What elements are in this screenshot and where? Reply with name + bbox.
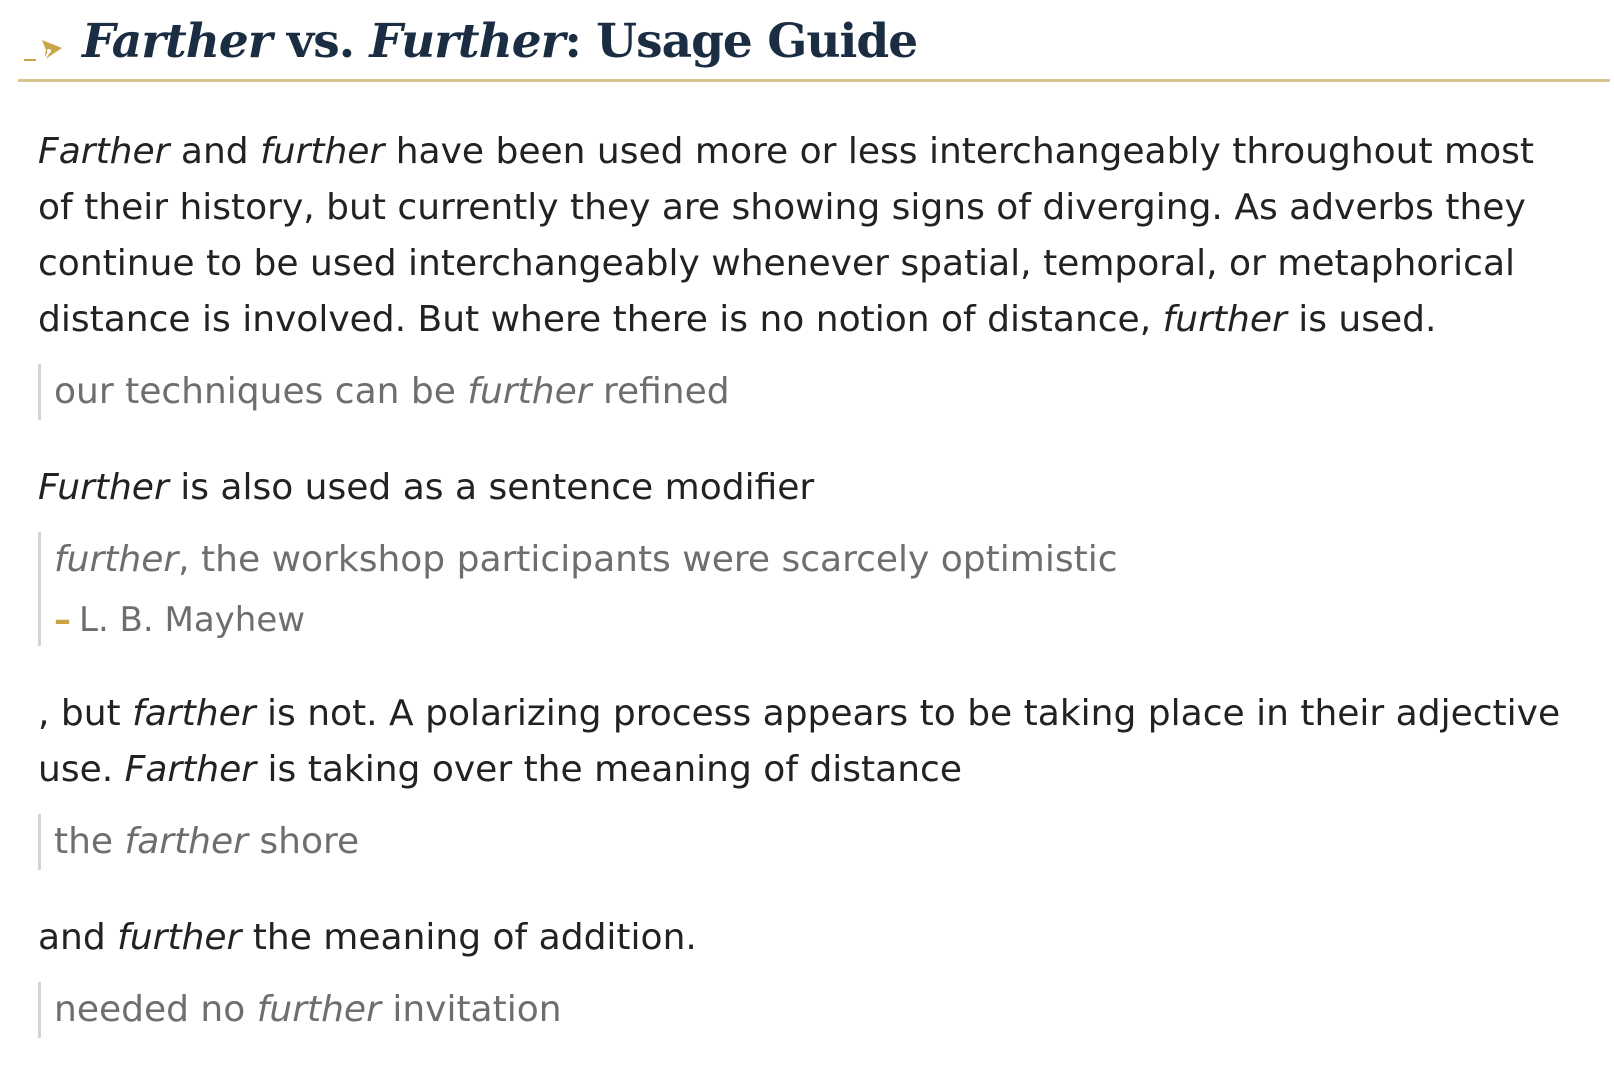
quote1-word: further [467,371,592,412]
adjective-word-farther: farther [132,693,256,734]
adjective-text-3: is taking over the meaning of distance [256,749,962,790]
intro-word-farther: Farther [38,131,170,172]
example-quote-refined [38,364,1578,420]
intro-paragraph [38,124,1578,348]
adjective-text-2: is not. A polarizing process appears to be taking place in their adjective use. [38,693,1561,790]
intro-text-2: have been used more or less interchangeably throughout most of their history, but currently they are showing signs of diverging. As adverbs they continue to be used interchangeably whenever spatial, temporal, or metaphorical distance is involved. But where there is no notion of distance, [38,131,1535,340]
quote3-word: farther [124,821,248,862]
title-word-farther: Farther [82,14,272,69]
intro-text-3: is used. [1286,299,1437,340]
addition-pre: and [38,917,118,958]
intro-text-1: and [169,131,261,172]
adjective-text-1: , but [38,693,133,734]
quill-pen-icon [22,26,68,66]
attribution-dash: – [54,600,71,640]
modifier-text: is also used as a sentence modifier [168,467,815,508]
addition-paragraph [38,910,1578,966]
title-word-further: Further [369,14,565,69]
title-vs: vs. [271,14,370,69]
adjective-paragraph [38,686,1578,798]
quote4-word: further [256,989,381,1030]
quote1-pre: our techniques can be [54,371,468,412]
sentence-modifier-paragraph [38,460,1578,516]
adjective-word-farther-2: Farther [124,749,257,790]
quote2-line [54,532,1578,588]
usage-content [38,124,1578,1038]
quote2-word: further [54,539,179,580]
quote-attribution [54,594,1578,646]
modifier-word: Further [38,467,169,508]
example-quote-mayhew [38,532,1578,646]
quote2-text: , the workshop participants were scarcely optimistic [178,539,1118,580]
quote3-post: shore [247,821,360,862]
quote3-pre: the [54,821,125,862]
example-quote-shore [38,814,1578,870]
quote4-pre: needed no [54,989,257,1030]
intro-word-further-2: further [1162,299,1287,340]
addition-post: the meaning of addition. [241,917,697,958]
title-suffix: : Usage Guide [564,14,918,69]
example-quote-invitation [38,982,1578,1038]
intro-word-further: further [260,131,385,172]
addition-word: further [117,917,242,958]
page-title [82,10,917,74]
quote1-post: refined [591,371,730,412]
page-header [18,8,1610,82]
quote4-post: invitation [380,989,562,1030]
attribution-author: L. B. Mayhew [79,600,306,640]
